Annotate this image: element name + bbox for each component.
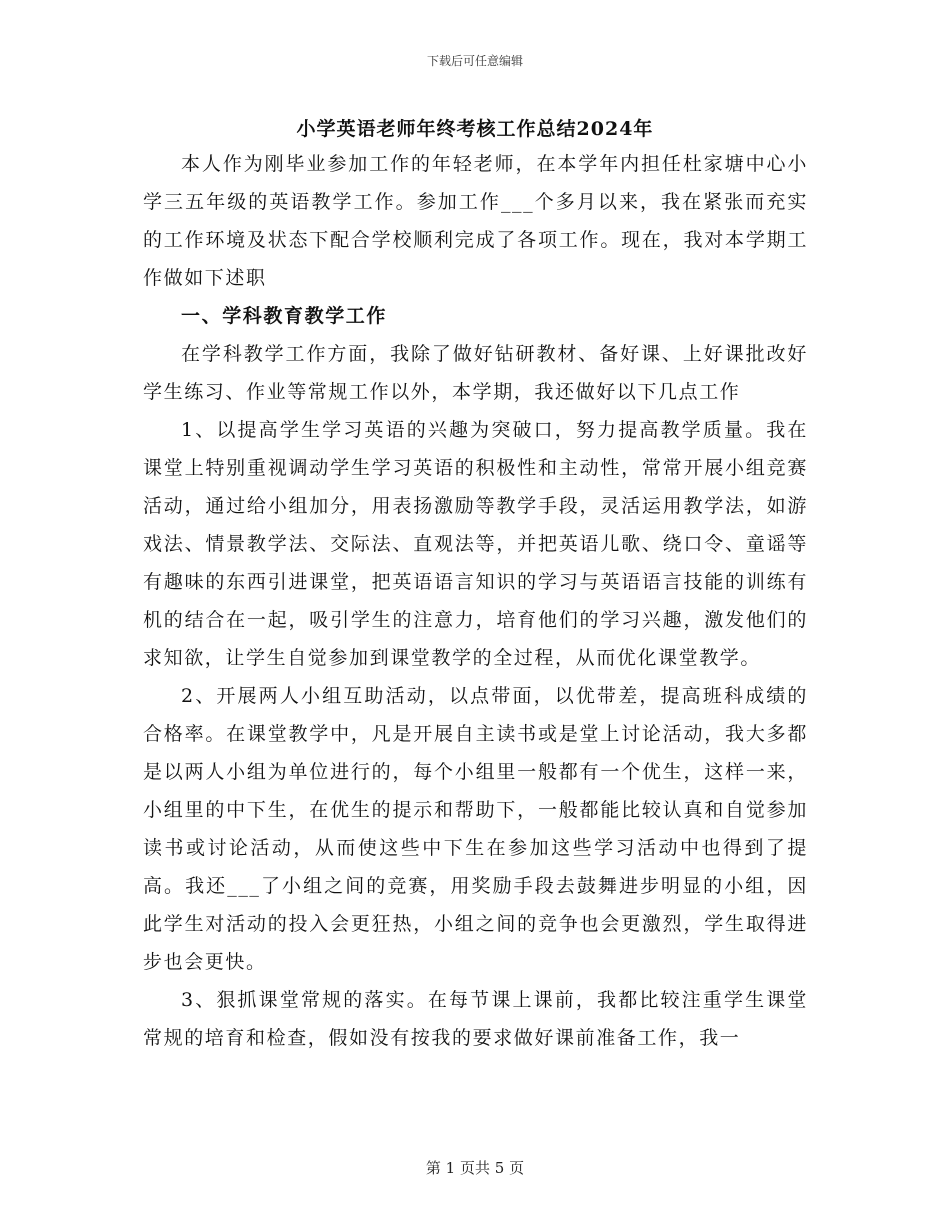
paragraph-point-1: 1、以提高学生学习英语的兴趣为突破口，努力提高教学质量。我在课堂上特别重视调动学生学习英语的积极性和主动性，常常开展小组竞赛活动，通过给小组加分，用表扬激励等教学手段，灵活运用教学法，如游戏法、情景教学法、交际法、直观法等，并把英语儿歌、绕口令、童谣等有趣味的东西引进课堂，把英语语言知识的学习与英语语言技能的训练有机的结合在一起，吸引学生的注意力，培育他们的学习兴趣，激发他们的求知欲，让学生自觉参加到课堂教学的全过程，从而优化课堂教学。 [143, 419, 808, 669]
paragraph-point-2: 2、开展两人小组互助活动，以点带面，以优带差，提高班科成绩的合格率。在课堂教学中，凡是开展自主读书或是堂上讨论活动，我大多都是以两人小组为单位进行的，每个小组里一般都有一个优生，这样一来，小组里的中下生，在优生的提示和帮助下，一般都能比较认真和自觉参加读书或讨论活动，从而使这些中下生在参加这些学习活动中也得到了提高。我还___了小组之间的竞赛，用奖励手段去鼓舞进步明显的小组，因此学生对活动的投入会更狂热，小组之间的竞争也会更激烈，学生取得进步也会更快。 [143, 685, 808, 973]
document-body [143, 145, 808, 1057]
paragraph-point-3: 3、狠抓课堂常规的落实。在每节课上课前，我都比较注重学生课堂常规的培育和检查，假如没有按我的要求做好课前准备工作，我一 [143, 989, 808, 1049]
document-title: 小学英语老师年终考核工作总结2024年 [296, 118, 654, 140]
paragraph-overview: 在学科教学工作方面，我除了做好钻研教材、备好课、上好课批改好学生练习、作业等常规工作以外，本学期，我还做好以下几点工作 [143, 343, 808, 403]
page-footer: 第 1 页共 5 页 [425, 1159, 525, 1177]
header-note: 下载后可任意编辑 [426, 54, 523, 68]
paragraph-intro: 本人作为刚毕业参加工作的年轻老师，在本学年内担任杜家塘中心小学三五年级的英语教学工作。参加工作___个多月以来，我在紧张而充实的工作环境及状态下配合学校顺利完成了各项工作。现在，我对本学期工作做如下述职 [143, 153, 808, 289]
section-heading-1: 一、学科教育教学工作 [181, 305, 388, 327]
